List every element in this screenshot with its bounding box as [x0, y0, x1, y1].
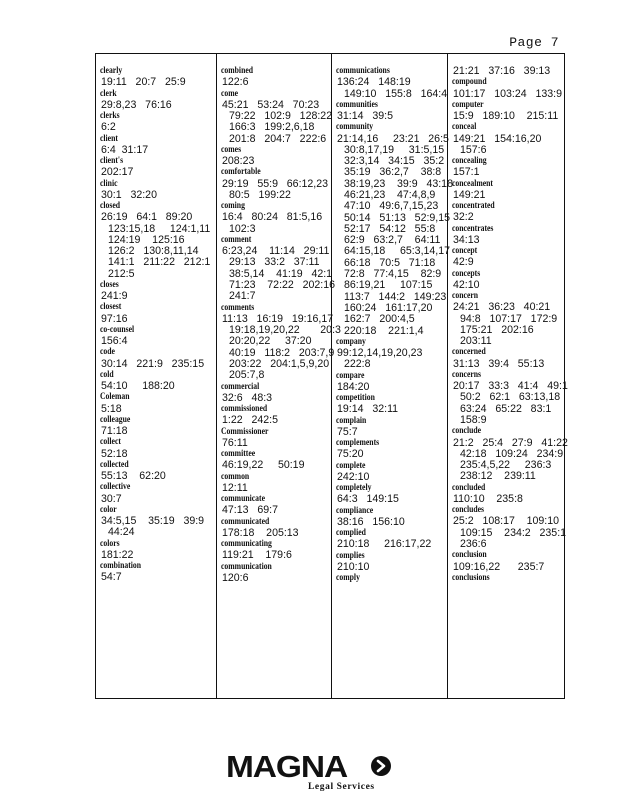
index-entry: [100, 66, 212, 89]
index-page-refs: 212:5: [108, 267, 135, 280]
index-entry: [336, 483, 446, 506]
index-page-refs: 157:6: [460, 143, 487, 156]
index-page-refs: 62:9 63:2,7 64:11: [344, 234, 441, 247]
index-entry: [100, 179, 212, 202]
index-entry: [221, 539, 330, 562]
index-page-refs: 29:19 55:9 66:12,23: [222, 177, 329, 190]
index-page-refs: 149:21 154:16,20: [453, 132, 542, 145]
index-term: compliance: [336, 505, 374, 516]
index-entry: [100, 347, 212, 370]
logo-tagline: Legal Services: [308, 782, 375, 792]
index-page-refs: 38:5,14 41:19 42:1: [229, 267, 333, 280]
index-page-refs: 79:22 102:9 128:22: [229, 110, 333, 122]
index-term: computer: [452, 99, 484, 110]
index-page-refs: 45:21 53:24 70:23: [222, 98, 320, 111]
index-entry: [336, 100, 446, 123]
index-entry: [100, 302, 212, 325]
index-page-refs: 44:24: [108, 526, 135, 539]
index-page-refs: 141:1 211:22 212:1: [108, 256, 211, 269]
index-page-refs: 38:16 156:10: [337, 515, 405, 528]
index-entry: [100, 460, 212, 483]
index-entry: [452, 483, 564, 506]
index-term: community: [336, 122, 374, 133]
index-page-refs: 52:18: [101, 447, 128, 460]
index-entry: [100, 482, 212, 505]
index-page-refs: 30:7: [101, 492, 122, 505]
index-entry: [100, 134, 212, 157]
index-page-refs: 26:19 64:1 89:20: [101, 211, 193, 224]
index-page-refs: 42:10: [453, 278, 480, 291]
index-term: compare: [336, 370, 365, 381]
index-term: comment: [221, 234, 252, 245]
index-page-refs: 55:13 62:20: [101, 470, 166, 483]
index-entry: [336, 66, 446, 100]
index-page-refs: 6:23,24 11:14 29:11: [222, 245, 330, 258]
index-column-1: [100, 54, 212, 698]
index-page-refs: 99:12,14,19,20,23: [337, 347, 423, 360]
index-term: concerned: [452, 347, 486, 358]
index-page-refs: 110:10 235:8: [453, 492, 523, 505]
index-page-refs: 120:6: [222, 571, 249, 584]
index-term: communications: [336, 66, 390, 76]
index-term: comments: [221, 302, 255, 313]
index-page-refs: 208:23: [222, 155, 255, 168]
index-entry: [336, 506, 446, 529]
index-entry: [221, 66, 330, 89]
index-page-refs: 123:15,18 124:1,11: [108, 222, 211, 235]
index-entry: [221, 382, 330, 405]
index-entry: [100, 156, 212, 179]
index-term: communication: [221, 561, 272, 572]
index-term: complain: [336, 415, 367, 426]
index-entry: [452, 77, 564, 100]
index-term: complete: [336, 460, 366, 471]
index-page-refs: 86:19,21 107:15: [344, 279, 433, 292]
index-term: communicating: [221, 539, 272, 550]
index-page-refs: 63:24 65:22 83:1: [460, 402, 552, 415]
index-page-refs: 21:2 25:4 27:9 41:22: [453, 436, 568, 449]
index-page-refs: 124:19 125:16: [108, 233, 185, 246]
index-entry: [452, 246, 564, 269]
index-page-refs: 30:14 221:9 235:15: [101, 357, 205, 370]
index-page-refs: 236:6: [460, 538, 487, 551]
index-page-refs: 109:15 234:2 235:1: [460, 526, 567, 539]
index-page-refs: 30:8,17,19 31:5,15: [344, 143, 445, 156]
index-entry: [336, 551, 446, 574]
magna-logo: [226, 749, 396, 794]
index-page-refs: 50:14 51:13 52:9,15: [344, 211, 451, 224]
index-page-refs: 29:13 33:2 37:11: [229, 256, 320, 269]
index-entry: [336, 337, 446, 371]
index-term: colleague: [100, 414, 131, 425]
page-number: Page 7: [509, 35, 559, 50]
index-term: closes: [100, 279, 119, 290]
index-page-refs: 47:13 69:7: [222, 504, 278, 517]
index-page-refs: 126:2 130:8,11,14: [108, 245, 199, 258]
index-term: concealing: [452, 156, 487, 167]
index-entry: [100, 437, 212, 460]
index-entry: [452, 179, 564, 202]
index-term: complies: [336, 550, 365, 561]
index-page-refs: 46:19,22 50:19: [222, 459, 305, 472]
index-page-refs: 21:14,16 23:21 26:5: [337, 132, 449, 145]
logo-arrow-icon: [370, 755, 392, 777]
index-term: communicated: [221, 516, 270, 527]
index-page-refs: 181:22: [101, 548, 134, 561]
index-term: cold: [100, 369, 114, 380]
index-page-refs: 54:7: [101, 571, 122, 584]
index-term: combination: [100, 561, 142, 572]
index-term: communicate: [221, 494, 265, 505]
index-page-refs: 178:18 205:13: [222, 526, 299, 539]
index-page-refs: 242:10: [337, 470, 370, 483]
index-term: collect: [100, 437, 121, 448]
index-page-refs: 31:13 39:4 55:13: [453, 357, 545, 370]
index-term: clerk: [100, 88, 117, 99]
index-entry: [221, 145, 330, 168]
index-term: conceal: [452, 122, 477, 133]
index-term: concentrates: [452, 223, 494, 234]
index-term: conclusions: [452, 572, 490, 583]
index-page-refs: 19:14 32:11: [337, 403, 399, 416]
index-page-refs: 35:19 36:2,7 38:8: [344, 166, 442, 179]
index-term: completely: [336, 483, 372, 494]
index-entry: [336, 371, 446, 394]
index-page-refs: 42:18 109:24 234:9: [460, 447, 564, 460]
index-term: concern: [452, 291, 479, 302]
index-page-refs: 64:15,18 65:3,14,17: [344, 245, 451, 258]
index-term: comes: [221, 144, 242, 155]
index-entry: [100, 201, 212, 280]
index-entry: [452, 100, 564, 123]
index-term: clinic: [100, 178, 118, 189]
index-term: concerns: [452, 369, 482, 380]
index-term: concealment: [452, 178, 493, 189]
index-page-refs: 202:17: [101, 166, 134, 179]
index-page-refs: 38:19,23 39:9 43:18: [344, 177, 453, 190]
index-page-refs: 203:11: [460, 335, 492, 348]
index-term: collective: [100, 482, 131, 493]
index-entry: [336, 393, 446, 416]
index-entry: [221, 201, 330, 235]
index-page-refs: 76:11: [222, 436, 248, 449]
index-term: conclusion: [452, 550, 487, 561]
index-entry: [452, 269, 564, 292]
index-entry: [452, 291, 564, 347]
index-entry: [100, 325, 212, 348]
index-page-refs: 201:8 204:7 222:6: [229, 132, 327, 145]
index-term: comfortable: [221, 167, 261, 178]
index-entry: [336, 438, 446, 461]
index-term: clearly: [100, 66, 123, 76]
index-page-refs: 222:8: [344, 358, 371, 371]
index-term: concluded: [452, 482, 486, 493]
index-page-refs: 158:9: [460, 414, 487, 427]
index-entry: [336, 416, 446, 439]
index-entry: [336, 528, 446, 551]
index-page-refs: 16:4 80:24 81:5,16: [222, 211, 323, 224]
index-term: closed: [100, 201, 121, 211]
index-page-refs: 149:21: [453, 188, 486, 201]
index-page-refs: 156:4: [101, 335, 128, 348]
index-entry: [221, 517, 330, 540]
index-entry: [100, 415, 212, 438]
index-entry: [452, 369, 568, 427]
index-term: common: [221, 471, 250, 482]
index-entry: [221, 562, 330, 585]
index-entry: [452, 201, 564, 224]
index-column-4: [447, 54, 568, 698]
index-page-refs: 122:6: [222, 76, 249, 89]
index-entry: [221, 449, 330, 472]
index-page-refs: 29:8,23 76:16: [101, 98, 172, 111]
index-page-refs: 175:21 202:16: [460, 323, 534, 336]
index-page-refs: 64:3 149:15: [337, 493, 399, 506]
index-page-refs: 205:7,8: [229, 369, 265, 382]
index-entry: [452, 347, 564, 370]
index-page-refs: 210:10: [337, 560, 370, 573]
index-term: compound: [452, 77, 487, 88]
index-page-refs: 119:21 179:6: [222, 549, 292, 562]
index-term: communities: [336, 99, 378, 110]
index-page-refs: 6:4 31:17: [101, 143, 149, 156]
index-page-refs: 241:9: [101, 290, 128, 303]
index-page-refs: 46:21,23 47:4,8,9: [344, 188, 436, 201]
index-page-refs: 32:6 48:3: [222, 391, 273, 404]
index-term: concepts: [452, 268, 481, 279]
index-term: concentrated: [452, 201, 495, 212]
index-page-refs: 20:17 33:3 41:4 49:1: [453, 380, 568, 393]
index-entry: [100, 111, 212, 134]
index-term: Commissioner: [221, 426, 269, 437]
index-page-refs: 32:3,14 34:15 35:2: [344, 155, 445, 168]
index-term: Coleman: [100, 392, 130, 403]
index-page-refs: 6:2: [101, 121, 116, 134]
index-term: closest: [100, 302, 122, 313]
index-term: competition: [336, 393, 375, 404]
index-term: clerks: [100, 111, 120, 121]
index-page-refs: 40:19 118:2 203:7,9: [229, 346, 335, 359]
index-page-refs: 160:24 161:17,20: [344, 301, 433, 314]
index-entry: [100, 505, 212, 539]
index-entry: [221, 472, 330, 495]
index-entry: [452, 550, 564, 573]
index-term: committee: [221, 449, 256, 460]
index-page-refs: 101:17 103:24 133:9: [453, 87, 562, 100]
index-page-refs: 102:3: [229, 222, 256, 235]
index-page-refs: 24:21 36:23 40:21: [453, 301, 551, 314]
index-page-refs: 34:5,15 35:19 39:9: [101, 515, 205, 528]
index-page-refs: 20:20,22 37:20: [229, 335, 312, 348]
index-entry: [452, 224, 564, 247]
index-entry: [221, 427, 330, 450]
index-term: company: [336, 336, 366, 347]
index-entry: [100, 370, 212, 393]
index-term: complied: [336, 528, 366, 539]
index-page-refs: 94:8 107:17 172:9: [460, 312, 558, 325]
index-term: combined: [221, 66, 254, 76]
index-page-refs: 66:18 70:5 71:18: [344, 256, 436, 269]
index-term: come: [221, 88, 239, 99]
index-page-refs: 241:7: [229, 290, 256, 303]
index-entry: [100, 280, 212, 303]
index-entry: [100, 392, 212, 415]
index-page-refs: 1:22 242:5: [222, 414, 278, 427]
index-page-refs: 12:11: [222, 481, 248, 494]
index-column-3: [331, 54, 453, 698]
index-term: commissioned: [221, 404, 268, 415]
index-entry: [100, 539, 212, 562]
index-page-refs: 19:18,19,20,22 20:3: [229, 324, 341, 337]
index-page-refs: 210:18 216:17,22: [337, 538, 432, 551]
index-term: colors: [100, 538, 120, 549]
index-page-refs: 19:11 20:7 25:9: [101, 76, 186, 89]
index-entry: [100, 89, 212, 112]
index-page-refs: 50:2 62:1 63:13,18: [460, 391, 561, 404]
index-entry: [221, 234, 336, 303]
index-entry: [336, 573, 446, 584]
index-term: concludes: [452, 505, 485, 516]
index-entry: [452, 426, 568, 483]
index-term: client: [100, 133, 118, 144]
index-page-refs: 203:22 204:1,5,9,20: [229, 358, 330, 371]
index-entry: [100, 561, 212, 584]
index-entry: [221, 494, 330, 517]
index-entry: [452, 122, 564, 156]
index-page-refs: 30:1 32:20: [101, 188, 157, 201]
index-page-refs: 47:10 49:6,7,15,23: [344, 200, 439, 213]
index-page-refs: 220:18 221:1,4: [344, 324, 424, 337]
index-entry: [452, 505, 567, 551]
index-entry: [336, 461, 446, 484]
index-frame: [95, 53, 568, 699]
index-page-refs: 42:9: [453, 256, 474, 269]
index-entry: [336, 122, 453, 337]
index-term: code: [100, 347, 115, 358]
index-term: complements: [336, 438, 380, 449]
index-page-refs: 32:2: [453, 211, 474, 224]
index-page-refs: 75:20: [337, 448, 364, 461]
index-entry: [221, 88, 333, 145]
index-column-2: [216, 54, 341, 698]
index-page-refs: 54:10 188:20: [101, 380, 175, 393]
index-page-refs: 238:12 239:11: [460, 470, 536, 483]
index-page-refs: 166:3 199:2,6,18: [229, 121, 315, 134]
index-term: color: [100, 504, 117, 515]
index-page-refs: 235:4,5,22 236:3: [460, 459, 552, 472]
index-page-refs: 109:16,22 235:7: [453, 560, 545, 573]
index-page-refs: 157:1: [453, 166, 480, 179]
index-page-refs: 184:20: [337, 380, 370, 393]
index-term: concept: [452, 246, 478, 257]
index-page-refs: 97:16: [101, 312, 128, 325]
index-term: co-counsel: [100, 324, 135, 335]
logo-wordmark: MAGNA: [226, 749, 348, 784]
index-entry: [452, 573, 564, 584]
index-page-refs: 113:7 144:2 149:23: [344, 290, 447, 303]
index-page-refs: 136:24 148:19: [337, 76, 411, 89]
index-entry: [452, 66, 564, 77]
index-page-refs: 80:5 199:22: [229, 188, 291, 201]
index-page-refs: 162:7 200:4,5: [344, 313, 415, 326]
index-entry: [221, 404, 330, 427]
index-entry: [221, 167, 330, 201]
index-entry: [221, 302, 341, 382]
index-page-refs: 149:10 155:8 164:4: [344, 87, 448, 100]
index-page-refs: 75:7: [337, 425, 358, 438]
index-page-refs: 21:21 37:16 39:13: [453, 65, 551, 77]
index-term: coming: [221, 201, 245, 212]
index-page-refs: 31:14 39:5: [337, 110, 393, 122]
index-term: collected: [100, 459, 129, 470]
index-term: client's: [100, 156, 124, 166]
index-page-refs: 71:18: [101, 425, 128, 438]
index-page-refs: 71:23 72:22 202:16: [229, 279, 336, 292]
index-term: commercial: [221, 381, 260, 392]
index-page-refs: 25:2 108:17 109:10: [453, 515, 560, 528]
index-page-refs: 15:9 189:10 215:11: [453, 110, 559, 122]
index-entry: [452, 156, 564, 179]
index-term: comply: [336, 573, 360, 584]
index-term: conclude: [452, 426, 482, 437]
index-page-refs: 72:8 77:4,15 82:9: [344, 268, 442, 281]
index-page-refs: 5:18: [101, 402, 122, 415]
index-page-refs: 52:17 54:12 55:8: [344, 222, 436, 235]
index-page-refs: 11:13 16:19 19:16,17: [222, 312, 334, 325]
index-page-refs: 34:13: [453, 233, 480, 246]
